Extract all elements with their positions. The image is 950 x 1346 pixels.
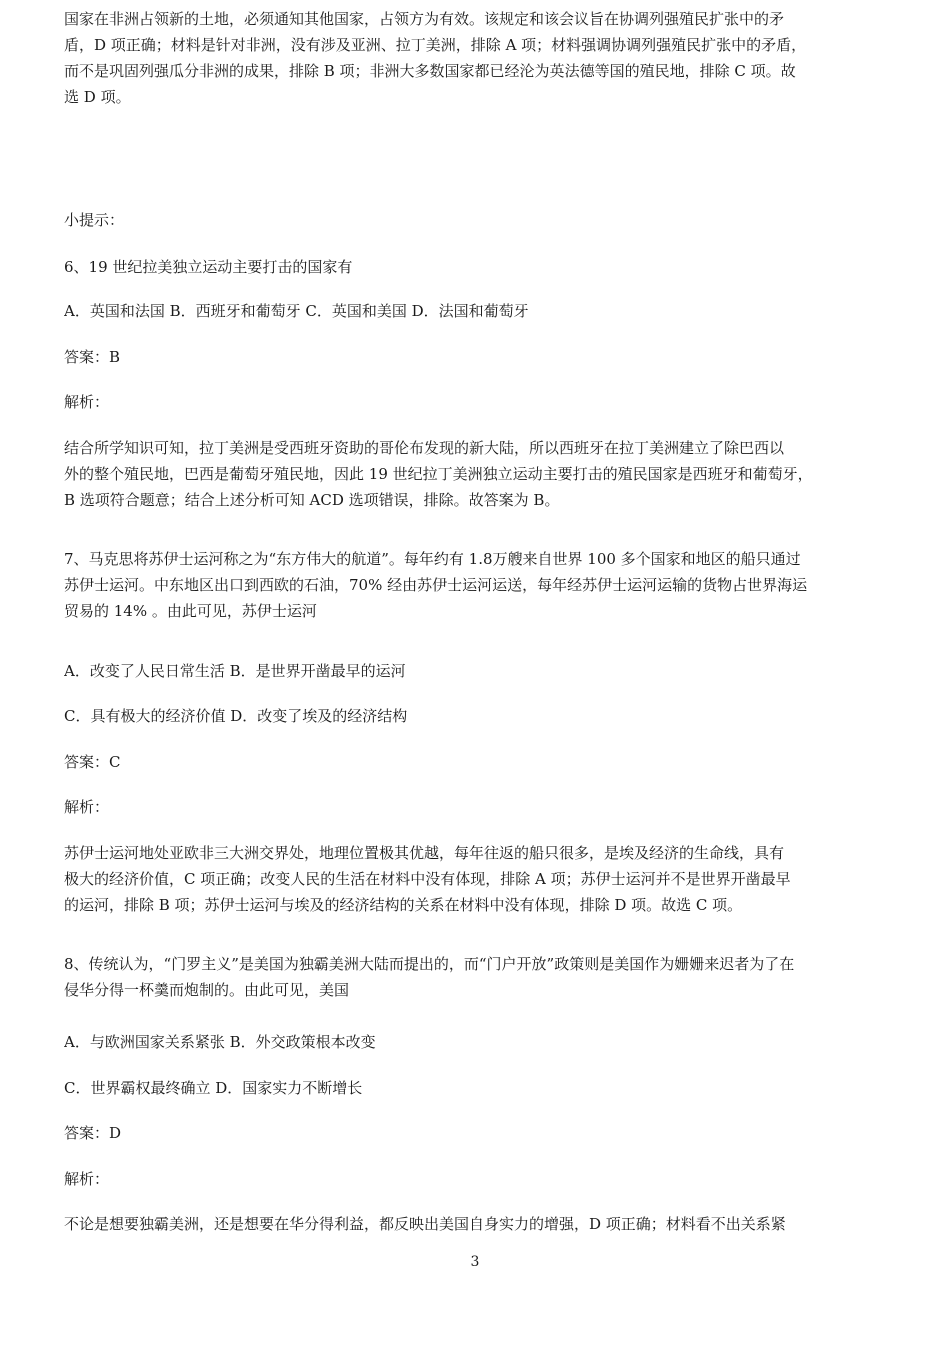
question-7-analysis (64, 840, 894, 918)
tip-label-text: 小提示： (64, 211, 125, 229)
question-6-answer (64, 344, 894, 370)
options-text: A．改变了人民日常生活 B．是世界开凿最早的运河 (64, 662, 406, 680)
text-line: 外的整个殖民地，巴西是葡萄牙殖民地，因此 19 世纪拉丁美洲独立运动主要打击的殖民国家是西班牙和葡萄牙， (64, 465, 813, 483)
text-line: 而不是巩固列强瓜分非洲的成果，排除 B 项；非洲大多数国家都已经沦为英法德等国的殖民地，排除 C 项。故 (64, 62, 796, 80)
text-line: 不论是想要独霸美洲，还是想要在华分得利益，都反映出美国自身实力的增强，D 项正确；材料看不出关系紧 (64, 1215, 786, 1233)
question-6-options (64, 298, 894, 324)
question-8-analysis-label (64, 1166, 894, 1192)
answer-text: 答案：B (64, 348, 121, 366)
analysis-label: 解析： (64, 1170, 110, 1188)
text-line: 苏伊士运河。中东地区出口到西欧的石油，70% 经由苏伊士运河运送，每年经苏伊士运河运输的货物占世界海运 (64, 576, 808, 594)
q5-explanation-continuation (64, 6, 894, 110)
question-7-answer (64, 749, 894, 775)
question-text: 6、19 世纪拉美独立运动主要打击的国家有 (64, 258, 353, 276)
question-6-stem (64, 254, 894, 280)
answer-text: 答案：D (64, 1124, 122, 1142)
answer-text: 答案：C (64, 753, 121, 771)
text-line: B 选项符合题意；结合上述分析可知 ACD 选项错误，排除。故答案为 B。 (64, 491, 560, 509)
analysis-label: 解析： (64, 393, 110, 411)
question-6-analysis (64, 435, 894, 513)
options-text: A．与欧洲国家关系紧张 B．外交政策根本改变 (64, 1033, 376, 1051)
text-line: 的运河，排除 B 项；苏伊士运河与埃及的经济结构的关系在材料中没有体现，排除 D 项。故选 C 项。 (64, 896, 743, 914)
text-line: 结合所学知识可知，拉丁美洲是受西班牙资助的哥伦布发现的新大陆，所以西班牙在拉丁美洲建立了除巴西以 (64, 439, 785, 457)
options-text: C．世界霸权最终确立 D．国家实力不断增长 (64, 1079, 363, 1097)
text-line: 国家在非洲占领新的土地，必须通知其他国家，占领方为有效。该规定和该会议旨在协调列强殖民扩张中的矛 (64, 10, 785, 28)
text-line: 贸易的 14% 。由此可见，苏伊士运河 (64, 602, 317, 620)
question-8-options-1 (64, 1029, 894, 1055)
text-line: 侵华分得一杯羹而炮制的。由此可见，美国 (64, 981, 350, 999)
question-6-analysis-label (64, 389, 894, 415)
analysis-label: 解析： (64, 798, 110, 816)
question-7-analysis-label (64, 794, 894, 820)
question-8-answer (64, 1120, 894, 1146)
text-line: 苏伊士运河地处亚欧非三大洲交界处，地理位置极其优越，每年往返的船只很多，是埃及经济的生命线，具有 (64, 844, 785, 862)
page-number: 3 (470, 1254, 480, 1270)
question-7-stem (64, 546, 894, 624)
question-8-analysis (64, 1211, 894, 1237)
question-7-options-1 (64, 658, 894, 684)
tip-label (64, 207, 894, 233)
text-line: 极大的经济价值，C 项正确；改变人民的生活在材料中没有体现，排除 A 项；苏伊士运河并不是世界开凿最早 (64, 870, 791, 888)
text-line: 7、马克思将苏伊士运河称之为“东方伟大的航道”。每年约有 1.8万艘来自世界 100 多个国家和地区的船只通过 (64, 550, 801, 568)
options-text: C．具有极大的经济价值 D．改变了埃及的经济结构 (64, 707, 408, 725)
question-7-options-2 (64, 703, 894, 729)
text-line: 盾，D 项正确；材料是针对非洲，没有涉及亚洲、拉丁美洲，排除 A 项；材料强调协调列强殖民扩张中的矛盾， (64, 36, 807, 54)
question-8-stem (64, 951, 894, 1003)
question-8-options-2 (64, 1075, 894, 1101)
text-line: 选 D 项。 (64, 88, 131, 106)
options-text: A．英国和法国 B．西班牙和葡萄牙 C．英国和美国 D．法国和葡萄牙 (64, 302, 529, 320)
text-line: 8、传统认为，“门罗主义”是美国为独霸美洲大陆而提出的，而“门户开放”政策则是美国作为姗姗来迟者为了在 (64, 955, 795, 973)
